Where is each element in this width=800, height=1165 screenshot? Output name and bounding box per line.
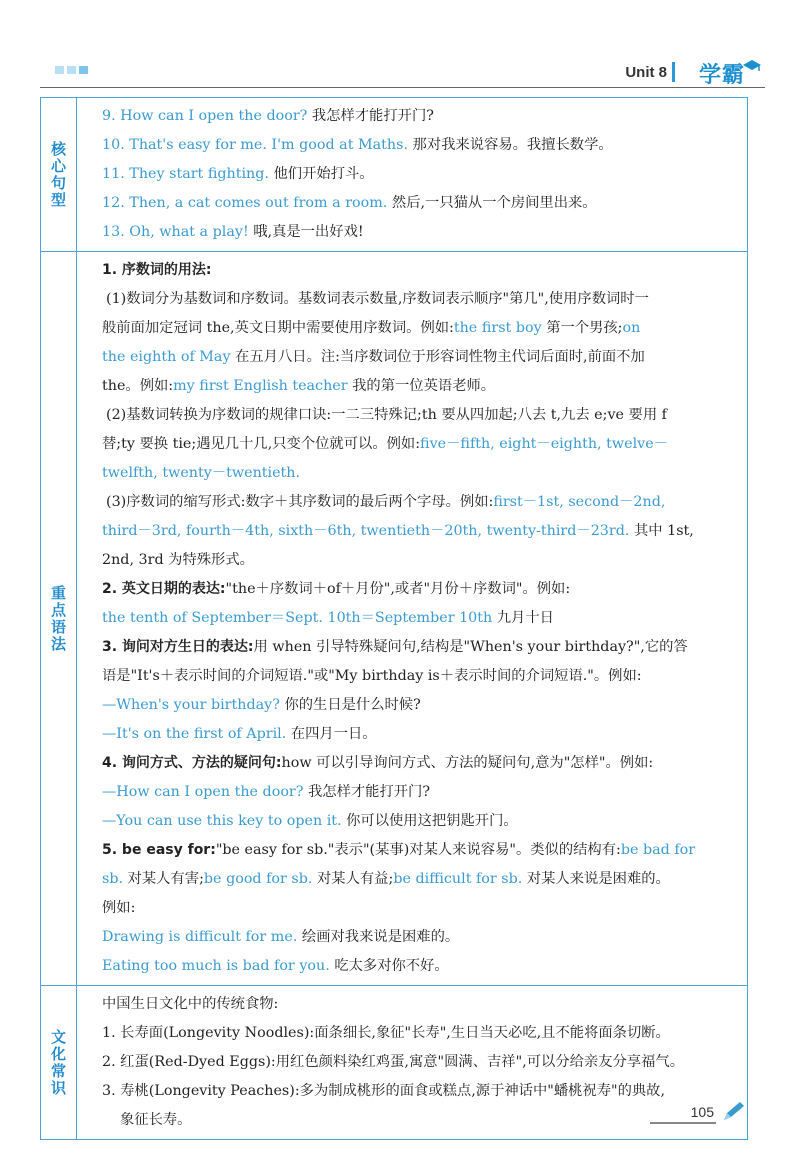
grammar-example: Eating too much is bad for you. 吃太多对你不好。 bbox=[102, 958, 449, 974]
grammar-point: 5. be easy for:"be easy for sb."表示"(某事)对某人来说容易"。类似的结构有:be bad for bbox=[102, 842, 696, 858]
section-label: 核心句型 bbox=[41, 98, 77, 251]
unit-label: Unit 8 bbox=[625, 64, 667, 81]
notes-table bbox=[40, 97, 748, 1140]
grammar-example: Drawing is difficult for me. 绘画对我来说是困难的。 bbox=[102, 929, 460, 945]
grammar-example: —When's your birthday? 你的生日是什么时候? bbox=[102, 697, 421, 713]
section-content bbox=[77, 98, 747, 251]
grammar-text: 语是"It's＋表示时间的介词短语."或"My birthday is＋表示时间的介词短语."。例如: bbox=[102, 668, 642, 684]
page-number: 105 bbox=[690, 1104, 714, 1120]
grammar-text: (3)序数词的缩写形式:数字＋其序数词的最后两个字母。例如:first－1st, second－2nd, bbox=[106, 494, 666, 510]
footer-rule bbox=[650, 1122, 716, 1124]
section-label: 重点语法 bbox=[41, 252, 77, 985]
grammar-point: 3. 询问对方生日的表达:用 when 引导特殊疑问句,结构是"When's your birthday?",它的答 bbox=[102, 639, 688, 655]
sentence-item: 11. They start fighting. 他们开始打斗。 bbox=[102, 166, 374, 182]
grammar-example: —You can use this key to open it. 你可以使用这把钥匙开门。 bbox=[102, 813, 518, 829]
page-footer bbox=[560, 1098, 750, 1128]
culture-item: 2. 红蛋(Red-Dyed Eggs):用红色颜料染红鸡蛋,寓意"圆满、吉祥",可以分给亲友分享福气。 bbox=[102, 1054, 684, 1070]
grammar-example: —How can I open the door? 我怎样才能打开门? bbox=[102, 784, 431, 800]
grammar-text: 例如: bbox=[102, 900, 136, 916]
grammar-point-title: 1. 序数词的用法: bbox=[102, 262, 212, 278]
brand-logo: 学霸 bbox=[698, 63, 745, 88]
culture-item: 象征长寿。 bbox=[120, 1112, 192, 1128]
grammar-example: —It's on the first of April. 在四月一日。 bbox=[102, 726, 377, 742]
grammar-example: the tenth of September＝Sept. 10th＝September 10th 九月十日 bbox=[102, 610, 554, 626]
graduation-cap-icon bbox=[743, 60, 761, 72]
section-content bbox=[77, 252, 747, 985]
sentence-item: 9. How can I open the door? 我怎样才能打开门? bbox=[102, 108, 434, 124]
pencil-icon bbox=[720, 1100, 746, 1122]
grammar-text: (1)数词分为基数词和序数词。基数词表示数量,序数词表示顺序"第几",使用序数词时一 bbox=[106, 291, 649, 307]
grammar-text: 般前面加定冠词 the,英文日期中需要使用序数词。例如:the first boy 第一个男孩;on bbox=[102, 320, 641, 336]
header-rule bbox=[40, 87, 765, 88]
sentence-item: 12. Then, a cat comes out from a room. 然后,一只猫从一个房间里出来。 bbox=[102, 195, 597, 211]
grammar-text: third－3rd, fourth－4th, sixth－6th, twentieth－20th, twenty-third－23rd. 其中 1st, bbox=[102, 523, 694, 539]
sentence-item: 13. Oh, what a play! 哦,真是一出好戏! bbox=[102, 224, 364, 240]
section-grammar bbox=[41, 252, 747, 986]
section-key-sentences bbox=[41, 98, 747, 252]
header-decoration bbox=[55, 66, 88, 74]
grammar-text: 替;ty 要换 tie;遇见几十几,只变个位就可以。例如:five－fifth, eight－eighth, twelve－ bbox=[102, 436, 668, 452]
grammar-text: (2)基数词转换为序数词的规律口诀:一二三特殊记;th 要从四加起;八去 t,九去 e;ve 要用 f bbox=[106, 407, 667, 423]
grammar-text: the eighth of May 在五月八日。注:当序数词位于形容词性物主代词后面时,前面不加 bbox=[102, 349, 645, 365]
header-separator bbox=[672, 62, 675, 82]
grammar-point: 4. 询问方式、方法的疑问句:how 可以引导询问方式、方法的疑问句,意为"怎样"。例如: bbox=[102, 755, 654, 771]
page-header bbox=[40, 58, 765, 88]
grammar-text: 2nd, 3rd 为特殊形式。 bbox=[102, 552, 254, 568]
section-label: 文化常识 bbox=[41, 986, 77, 1139]
grammar-point: 2. 英文日期的表达:"the＋序数词＋of＋月份",或者"月份＋序数词"。例如: bbox=[102, 581, 571, 597]
grammar-text: sb. 对某人有害;be good for sb. 对某人有益;be difficult for sb. 对某人来说是困难的。 bbox=[102, 871, 670, 887]
grammar-example: twelfth, twenty－twentieth. bbox=[102, 465, 301, 481]
culture-intro: 中国生日文化中的传统食物: bbox=[102, 996, 279, 1012]
grammar-text: the。例如:my first English teacher 我的第一位英语老师。 bbox=[102, 378, 496, 394]
sentence-item: 10. That's easy for me. I'm good at Maths. 那对我来说容易。我擅长数学。 bbox=[102, 137, 613, 153]
culture-item: 3. 寿桃(Longevity Peaches):多为制成桃形的面食或糕点,源于神话中"蟠桃祝寿"的典故, bbox=[102, 1083, 666, 1099]
culture-item: 1. 长寿面(Longevity Noodles):面条细长,象征"长寿",生日当天必吃,且不能将面条切断。 bbox=[102, 1025, 670, 1041]
